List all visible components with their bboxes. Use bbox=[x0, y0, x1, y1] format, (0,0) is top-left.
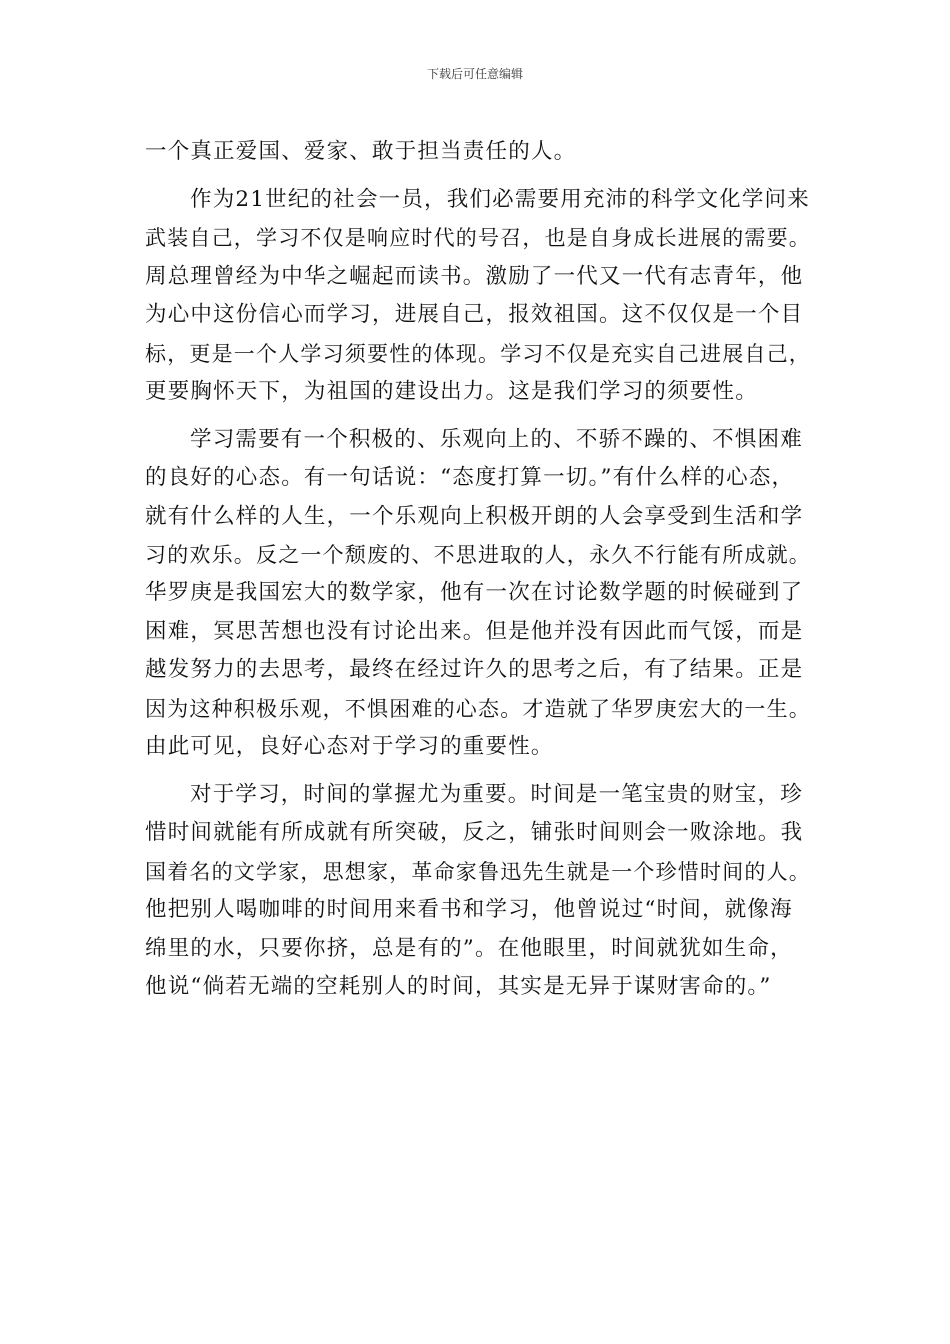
text-line: 为心中这份信心而学习，进展自己，报效祖国。这不仅仅是一个目 bbox=[145, 302, 804, 328]
text-line: 因为这种积极乐观，不惧困难的心态。才造就了华罗庚宏大的一生。 bbox=[145, 696, 811, 721]
paragraph-gap bbox=[145, 171, 811, 181]
paragraph-gap bbox=[145, 766, 811, 776]
text-line: 的良好的心态。有一句话说：“态度打算一切。”有什么样的心态， bbox=[145, 465, 795, 491]
document-body bbox=[145, 133, 811, 1006]
text-line: 周总理曾经为中华之崛起而读书。激励了一代又一代有志青年，他 bbox=[145, 263, 804, 289]
text-line: 更要胸怀天下，为祖国的建设出力。这是我们学习的须要性。 bbox=[145, 378, 758, 404]
text-line: 标，更是一个人学习须要性的体现。学习不仅是充实自己进展自己， bbox=[145, 341, 811, 366]
text-line: 越发努力的去思考，最终在经过许久的思考之后，有了结果。正是 bbox=[145, 657, 804, 683]
text-line: 一个真正爱国、爱家、敢于担当责任的人。 bbox=[145, 139, 577, 164]
text-line: 华罗庚是我国宏大的数学家，他有一次在讨论数学题的时候碰到了 bbox=[145, 580, 804, 606]
text-line: 国着名的文学家，思想家，革命家鲁迅先生就是一个珍惜时间的人。 bbox=[145, 859, 811, 884]
paragraph-gap bbox=[145, 411, 811, 421]
text-line: 学习需要有一个积极的、乐观向上的、不骄不躁的、不惧困难 bbox=[190, 426, 803, 452]
text-line: 由此可见，良好心态对于学习的重要性。 bbox=[145, 734, 554, 760]
text-line: 习的欢乐。反之一个颓废的、不思进取的人，永久不行能有所成就。 bbox=[145, 543, 811, 568]
text-line: 困难，冥思苦想也没有讨论出来。但是他并没有因此而气馁，而是 bbox=[145, 618, 804, 644]
text-line: 绵里的水，只要你挤，总是有的”。在他眼里，时间就犹如生命， bbox=[145, 935, 793, 961]
text-line: 对于学习，时间的掌握尤为重要。时间是一笔宝贵的财宝，珍 bbox=[190, 782, 803, 808]
page-header: 下载后可任意编辑 bbox=[426, 67, 523, 81]
text-line: 作为21世纪的社会一员，我们必需要用充沛的科学文化学问来 bbox=[190, 186, 810, 212]
text-line: 惜时间就能有所成就有所突破，反之，铺张时间则会一败涂地。我 bbox=[145, 820, 804, 846]
text-line: 他说“倘若无端的空耗别人的时间，其实是无异于谋财害命的。” bbox=[145, 973, 772, 999]
text-line: 他把别人喝咖啡的时间用来看书和学习，他曾说过“时间，就像海 bbox=[145, 897, 793, 923]
text-line: 武装自己，学习不仅是响应时代的号召，也是自身成长进展的需要。 bbox=[145, 226, 811, 251]
text-line: 就有什么样的人生，一个乐观向上积极开朗的人会享受到生活和学 bbox=[145, 503, 804, 529]
